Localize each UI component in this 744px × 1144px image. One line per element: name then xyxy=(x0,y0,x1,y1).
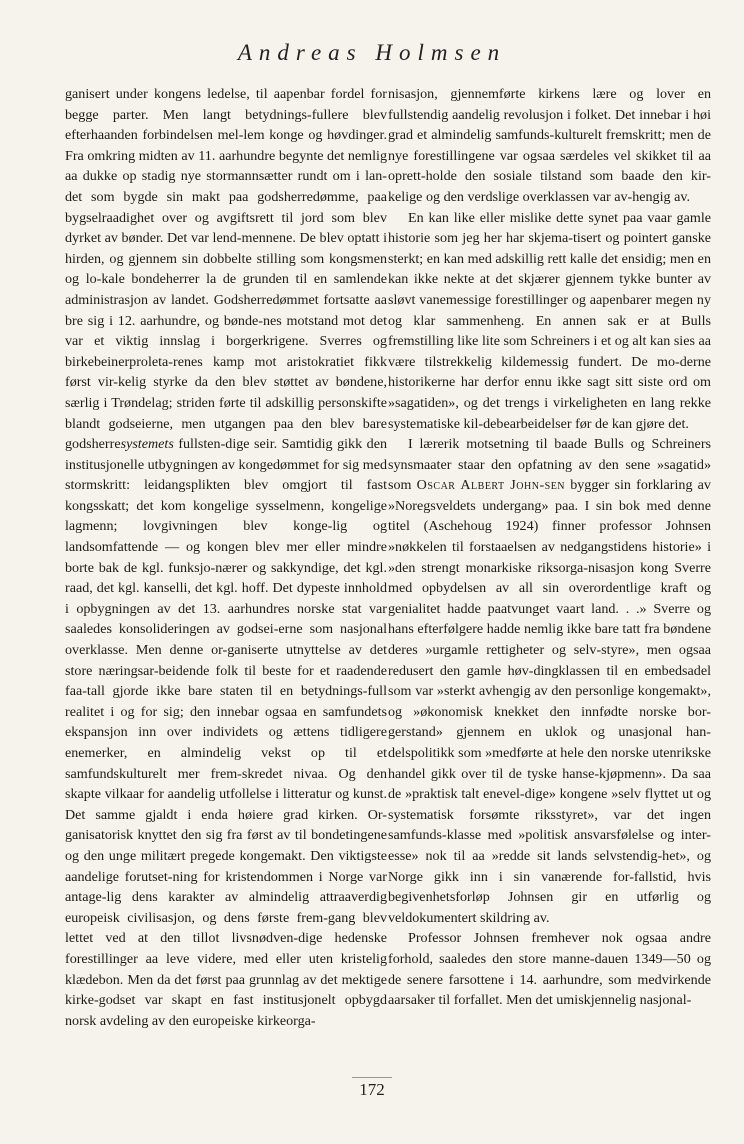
left-paragraph-1-tail: fullsten-dige seir. xyxy=(173,436,278,453)
left-paragraph-1-text: ganisert under kongens ledelse, til aapenbar fordel for begge parter. Men langt betydnings-fullere blev efterhaanden forbindelsen mel-lem konge og høvdinger. Fra omkring midten av 11. aarhundre begynte det nemlig aa dukke op stadig nye stormannsætter rundt om i lan-det som bygde sin makt paa godsherredømme, paa bygselraadighet over og avgiftsrett til jord som blev dyrket av bønder. Det var lend-mennene. De blev optatt i hirden, og gjennem sin dobbelte stilling som kongsmen og lo-kale bondeherrer la de grunden til en samlende administrasjon av landet. Godsherredømmet fortsatte aa bre sig i 12. aarhundre, og bønde-nes motstand mot det var et viktig innslag i borgerkrigene. Sverres og birkebeinerproleta-renes kamp mot aristokratiet fikk først vir-kelig styrke da den blev støttet av bøndene, særlig i Trøndelag; striden førte til adskillig personskifte blandt godseierne, men utgangen paa den blev bare godsherre xyxy=(65,86,387,453)
right-paragraph-3 xyxy=(388,434,711,928)
left-paragraph-1 xyxy=(65,84,387,1031)
right-paragraph-1: nisasjon, gjennemførte kirkens lære og lover en fullstendig aandelig revolusjon i folket. Det innebar i høi grad et almindelig samfunds-kulturelt fremskritt; men de nye forestillingene var ogsaa særdeles vel skikket til aa oprett-holde den sosiale tilstand som baade den kir-kelige og den verdslige overklassen var av-hengig av. xyxy=(388,86,711,205)
left-column xyxy=(65,84,387,1031)
page-number: 172 xyxy=(0,1077,744,1100)
right-paragraph-2: En kan like eller mislike dette synet paa vaar gamle historie som jeg her har skjema-tisert og pointert ganske sterkt; en kan med adskillig rett kalle det ensidig; men en kan ikke nekte at det skjærer gjennem tykke bunter av sløvt vanemessige forestillinger og aapenbarer megen ny og klar sammenheng. En annen sak er at Bulls fremstilling like lite som Schreiners i et og alt kan sies aa være tilstrekkelig kildemessig fundert. De mo-derne historikerne har derfor ennu ikke sagt sitt siste ord om »sagatiden», og det trengs i virkeligheten en lang rekke systematiske kil-debearbeidelser før de kan gjøre det. xyxy=(388,209,711,432)
right-column xyxy=(388,84,711,1011)
right-paragraph-3-start: I lærerik motsetning til baade Bulls og Schreiners synsmaater staar den opfatning av den sene »sagatid» som xyxy=(388,436,711,494)
author-name: Oscar Albert John-sen xyxy=(416,477,566,494)
left-paragraph-1-continued: Samtidig gikk den institusjonelle utbygningen av kongedømmet for sig med stormskritt: leidangsplikten blev omgjort til fast kongsskatt; det kom kongelige sysselmenn, kongelige lagmenn; lovgivningen blev konge-lig og landsomfattende — og kongen blev mer eller mindre borte bak de kgl. funksjo-nærer og sakkyndige, det kgl. raad, det kgl. kanselli, det kgl. hoff. Det dypeste innhold i opbygningen av det 13. aarhundres norske stat var saaledes konsolideringen av godsei-erne som nasjonal overklasse. Men denne or-ganiserte utnyttelse av det store næringsar-beidende folk til beste for et raadende faa-tall gjorde ikke bare staten til en betydnings-full realitet i og for sig; den innebar ogsaa en samfundets ekspansjon inn over individets og ættens tidligere enemerker, en almindelig vekst op til et samfundskulturelt mer frem-skredet nivaa. Og den skapte vilkaar for aandelig utfollelse i litteratur og kunst. Det samme gjaldt i enda høiere grad kirken. Or-ganisatorisk knyttet den sig fra først av til bondetingene og den unge militært pregede kongemakt. Den viktigste aandelige forutset-ning for kristendommen i Norge var antage-lig dens karakter av almindelig attraaverdig europeisk civilisasjon, og dens første frem-gang blev lettet ved at den tillot livsnødven-dige hedenske forestillinger aa leve videre, med eller uten kristelig klædebon. Men da det først paa grunnlag av det mektige kirke-godset var skapt en fast institusjonelt opbygd norsk avdeling av den europeiske kirkeorga- xyxy=(65,436,387,1029)
right-paragraph-4: Professor Johnsen fremhever nok ogsaa andre forhold, saaledes den store manne-dauen 1349—50 og de senere farsottene i 14. aarhundre, som medvirkende aarsaker til forfallet. Men det umiskjennelig nasjonal- xyxy=(388,930,711,1009)
running-header: Andreas Holmsen xyxy=(237,40,507,65)
right-paragraph-3-rest: bygger sin forklaring av »Noregsveldets undergang» paa. I sin bok med denne titel (Aschehoug 1924) finner professor Johnsen »nøkkelen til forstaaelsen av nedgangstidens historie» i »den strengt monarkiske riksorga-nisasjon kong Sverre med opbydelsen av all sin overordentlige kraft og genialitet hadde paatvunget vaart land. . .» Sverre og hans efterfølgere hadde nemlig ikke bare tatt fra bøndene deres »urgamle rettigheter og selv-styre», men ogsaa redusert den gamle høv-dingklassen til en embedsadel som var »sterkt avhengig av den personlige kongemakt», og »økonomisk knekket den innfødte norske bor-gerstand» gjennem en uklok og unasjonal han-delspolitikk som »medførte at hele den norske utenrikske handel gikk over til de tyske hanse-kjøpmenn». Da saa de »praktisk talt enevel-dige» kongene »selv flyttet ut og systematisk forsømte riksstyret», var det ingen samfunds-klasse med »politisk ansvarsfølelse og inter-esse» nok til aa »redde sit lands selvstendig-het», og Norge gikk inn i sin vanærende for-fallstid, hvis begivenhetsforløp Johnsen gir en utførlig og veldokumentert skildring av. xyxy=(388,477,711,926)
italic-word: systemets xyxy=(120,436,174,453)
